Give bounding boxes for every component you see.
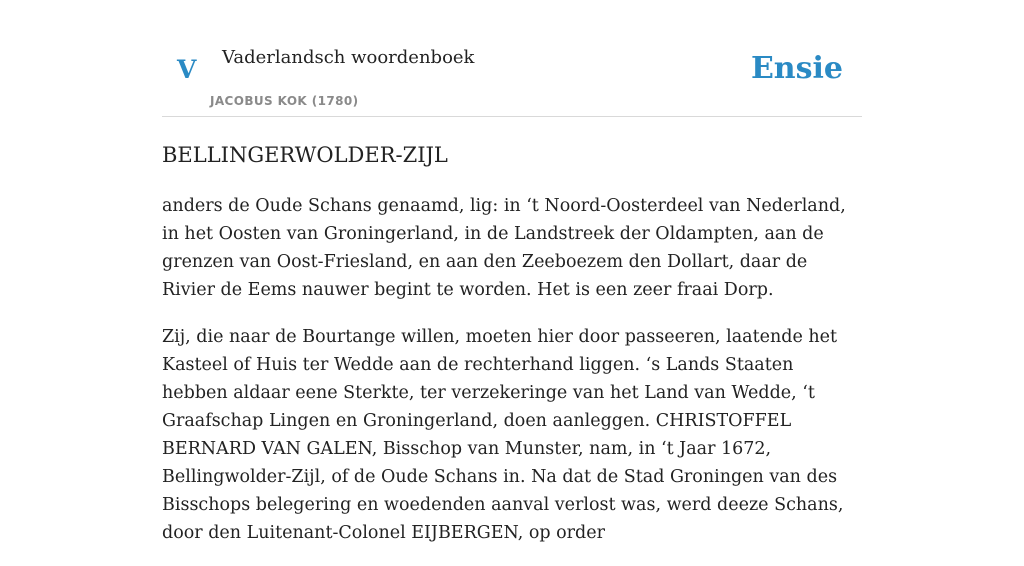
entry-paragraph: Zij, die naar de Bourtange willen, moeten hier door passeeren, laatende het Kasteel of Huis ter Wedde aan de rechterhand liggen. ‘s Lands Staaten hebben aldaar eene Sterkte, ter verzekeringe van het Land van Wedde, ‘t Graafschap Lingen en Groningerland, doen aanleggen. CHRISTOFFEL BERNARD VAN GALEN, Bisschop van Munster, nam, in ‘t Jaar 1672, Bellingwolder-Zijl, of de Oude Schans in. Na dat de Stad Groningen van des Bisschops belegering en woedenden aanval verlost was, werd deeze Schans, door den Luitenant-Colonel EIJBERGEN, op order — [162, 327, 844, 543]
entry-title: BELLINGERWOLDER-ZIJL — [162, 143, 448, 167]
entry-content — [162, 192, 862, 566]
ensie-logo-link[interactable]: Ensie — [750, 51, 843, 86]
entry-paragraph: anders de Oude Schans genaamd, lig: in ‘t Noord-Oosterdeel van Nederland, in het Oosten van Groningerland, in de Landstreek der Oldampten, aan de grenzen van Oost-Friesland, en aan den Zeeboezem den Dollart, daar de Rivier de Eems nauwer begint te worden. Het is een zeer fraai Dorp. — [162, 196, 846, 300]
book-author: JACOBUS KOK (1780) — [210, 94, 359, 108]
letter-index-link[interactable]: V — [177, 55, 197, 84]
dictionary-header — [162, 0, 862, 117]
book-title-link[interactable]: Vaderlandsch woordenboek — [222, 47, 475, 68]
